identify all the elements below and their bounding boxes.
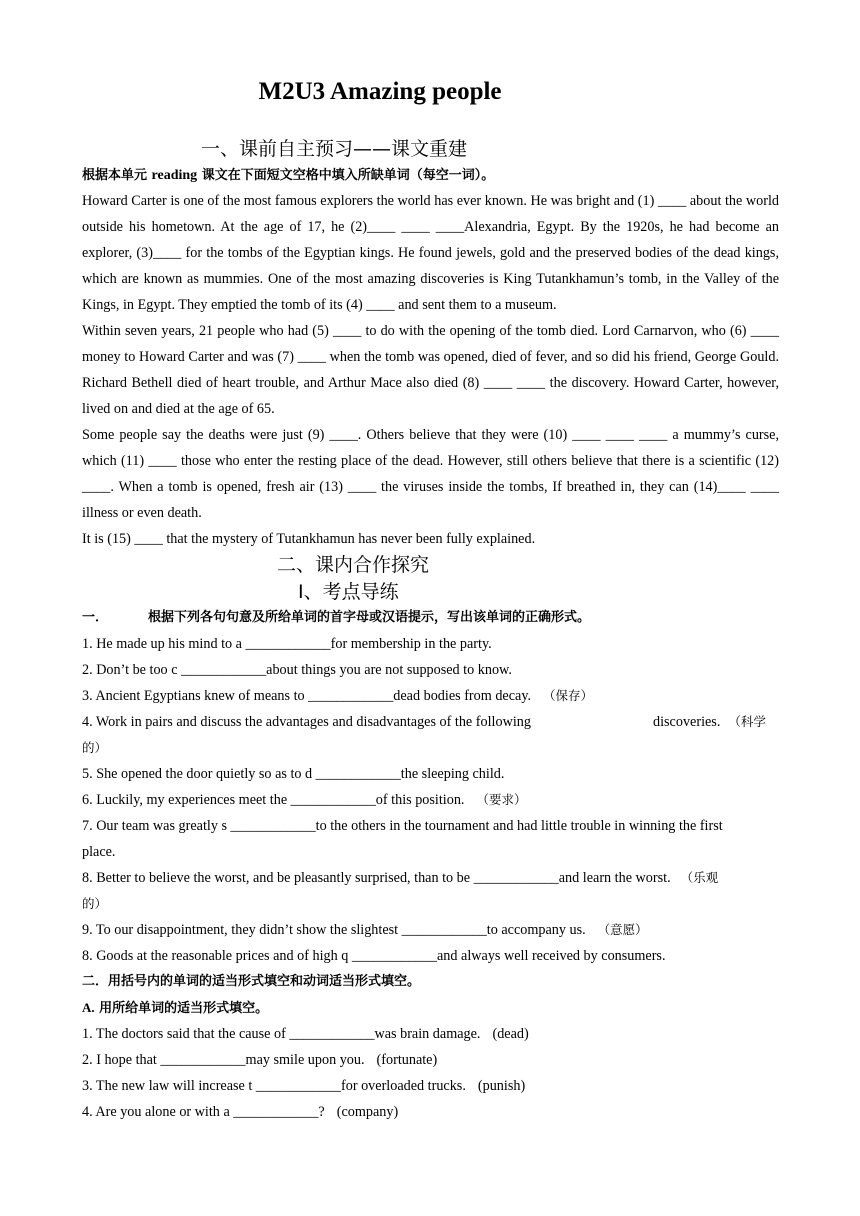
exercise-item: 7. Our team was greatly s ____________to the others in the tournament and had little trouble in winning the first <box>82 818 723 834</box>
section2-heading: 二、课内合作探究 <box>277 554 430 576</box>
exercise-item: 8. Better to believe the worst, and be pleasantly surprised, than to be ____________and learn the worst. （乐观 <box>82 870 719 886</box>
exercise-item: 4. Are you alone or with a ____________? (company) <box>82 1104 399 1120</box>
exercise-item: 2. I hope that ____________may smile upon you. (fortunate) <box>82 1052 438 1068</box>
exercise-item: 3. Ancient Egyptians knew of means to ____________dead bodies from decay. （保存） <box>82 688 594 704</box>
passage-paragraph-3: Some people say the deaths were just (9) ____. Others believe that they were (10) ____ ____ ____ a mummy’s curse, which (11) ____ those who enter the resting place of the dead. However, still others believe that there is a scientific (12) ____. When a tomb is opened, fresh air (13) ____ the viruses inside the tombs, If breathed in, they can (14)____ ____ illness or even death. <box>82 427 779 521</box>
exercise-item-tail: place. <box>82 844 116 860</box>
passage <box>82 188 779 552</box>
passage-paragraph-4: It is (15) ____ that the mystery of Tutankhamun has never been fully explained. <box>82 531 536 547</box>
exercise-item: 2. Don’t be too c ____________about things you are not supposed to know. <box>82 662 512 678</box>
page-title: M2U3 Amazing people <box>258 78 502 105</box>
exercise-item-tail: discoveries. （科学 <box>653 714 766 730</box>
part1-instruction: 一． 根据下列各句句意及所给单词的首字母或汉语提示，写出该单词的正确形式。 <box>82 610 591 625</box>
section1-heading: 一、课前自主预习——课文重建 <box>201 138 468 160</box>
section2-subheading: I、考点导练 <box>298 581 399 603</box>
passage-paragraph-2: Within seven years, 21 people who had (5) ____ to do with the opening of the tomb died. Lord Carnarvon, who (6) ____ money to Howard Carter and was (7) ____ when the tomb was opened, died of fever, and so did his friend, George Gould. Richard Bethell died of heart trouble, and Arthur Mace also died (8) ____ ____ the discovery. Howard Carter, however, lived on and died at the age of 65. <box>82 323 779 417</box>
section1-instruction: 根据本单元 reading 课文在下面短文空格中填入所缺单词（每空一词）。 <box>82 168 495 183</box>
passage-paragraph-1: Howard Carter is one of the most famous explorers the world has ever known. He was bright and (1) ____ about the world outside his hometown. At the age of 17, he (2)____ ____ ____Alexandria, Egypt. By the 1920s, he had become an explorer, (3)____ for the tombs of the Egyptian kings. He found jewels, gold and the preserved bodies of the dead kings, which are known as mummies. One of the most amazing discoveries is King Tutankhamun’s tomb, in the Valley of the Kings, in Egypt. They emptied the tomb of its (4) ____ and sent them to a museum. <box>82 193 779 313</box>
exercise-item-tail: 的） <box>82 896 108 911</box>
exercise-item: 1. The doctors said that the cause of ____________was brain damage. (dead) <box>82 1026 529 1042</box>
exercise-item: 6. Luckily, my experiences meet the ____________of this position. （要求） <box>82 792 527 808</box>
exercise-item-tail: 的） <box>82 740 108 755</box>
part2-instruction: 二．用括号内的单词的适当形式填空和动词适当形式填空。 <box>82 974 421 989</box>
exercise-item: 4. Work in pairs and discuss the advantages and disadvantages of the following <box>82 714 531 730</box>
exercise-item: 3. The new law will increase t ____________for overloaded trucks. (punish) <box>82 1078 526 1094</box>
exercise-item: 9. To our disappointment, they didn’t show the slightest ____________to accompany us. （意愿） <box>82 922 648 938</box>
exercise-item: 5. She opened the door quietly so as to d ____________the sleeping child. <box>82 766 505 782</box>
part2-sub-instruction: A. 用所给单词的适当形式填空。 <box>82 1000 269 1016</box>
exercise-item: 8. Goods at the reasonable prices and of high q ____________and always well received by consumers. <box>82 948 666 964</box>
exercise-item: 1. He made up his mind to a ____________for membership in the party. <box>82 636 492 652</box>
